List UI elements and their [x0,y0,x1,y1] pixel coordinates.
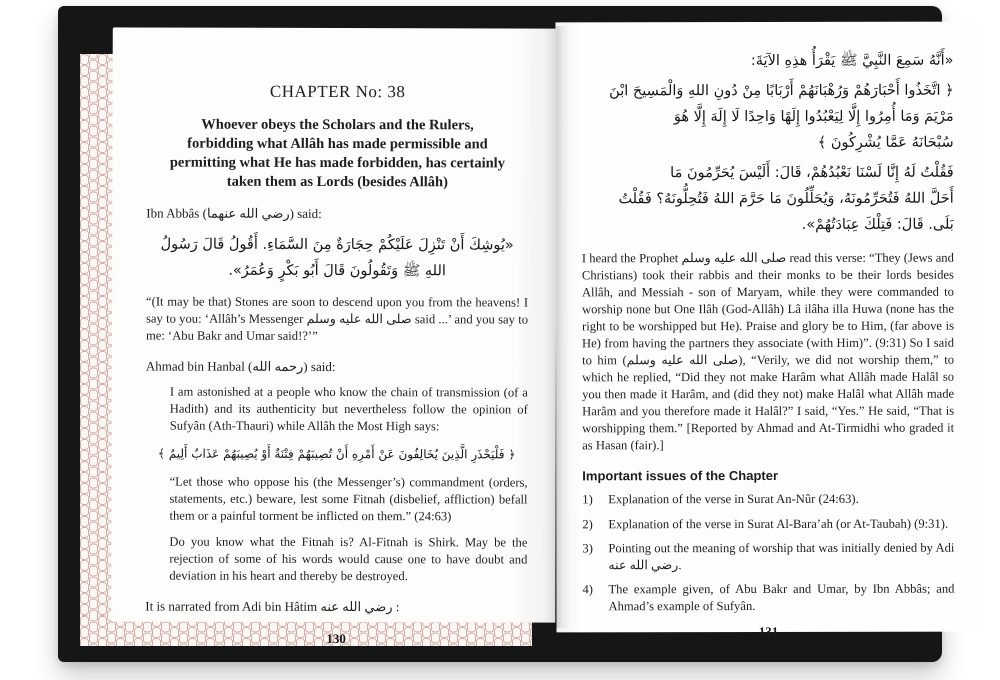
issue-text: Explanation of the verse in Surat An-Nûr (24:63). [608,491,859,507]
ahmad-bin-hanbal-attribution: Ahmad bin Hanbal (رحمه الله) said: [145,358,336,375]
ahmad-quote: I am astonished at a people who know the chain of transmission (of a Hadith) and its authenticity but nevertheless follow the opinion of Sufyân (Ath-Thauri) while Allâh the Most High says: [169,384,528,434]
chapter-title-line: permitting what He has made forbidden, has certainly [169,154,505,172]
chapter-title-line: Whoever obeys the Scholars and the Rulers, [201,116,474,134]
quran-verse-arabic-line: سُبْحَانَهُ عَمَّا يُشْرِكُونَ ﴾ [817,134,954,151]
quran-verse-arabic: ﴿ فَلْيَحْذَرِ الَّذِينَ يُخَالِفُونَ عَنْ أَمْرِهِ أَنْ تُصِيبَهُمْ فِتْنَةٌ أَوْ يُصِيبَهُمْ عَذَابٌ أَلِيمٌ ﴾ [157,446,516,462]
hadith-dialogue-arabic-line: بَلَى. قَالَ: فَتِلْكَ عِبَادَتُهُمْ». [801,216,954,233]
issue-item [582,491,954,508]
issue-number: 4) [582,582,593,597]
ibn-abbas-attribution: Ibn Abbâs (رضي الله عنهما) said: [146,205,322,221]
issue-text: The example given, of Abu Bakr and Umar, by Ibn Abbâs; and Ahmad’s example of Sufyân. [608,581,955,613]
issue-text: Pointing out the meaning of worship that was initially denied by Adi رضي الله عنه. [608,540,955,572]
chapter-title-line: taken them as Lords (besides Allâh) [226,173,448,191]
important-issues-list [582,491,954,615]
quran-verse-arabic-line: مَرْيَمَ وَمَا أُمِرُوا إِلَّا لِيَعْبُدُوا إِلَهًا وَاحِدًا لَا إِلَهَ إِلَّا هُوَ [673,108,954,126]
right-page-number: 131 [758,623,779,640]
issue-item [582,515,954,532]
issue-number: 2) [582,516,593,531]
important-issues-heading: Important issues of the Chapter [582,467,779,484]
issue-item [582,540,954,574]
quran-verse-arabic-line: ﴿ اتَّخَذُوا أَحْبَارَهُمْ وَرُهْبَانَهُمْ أَرْبَابًا مِنْ دُونِ اللهِ وَالْمَسِيحَ ابْنَ [609,82,954,100]
verse-translation: “Let those who oppose his (the Messenger’s) commandment (orders, statements, etc.) beware, lest some Fitnah (disbelief, affliction) befall them or a painful torment be inflicted on them.” (24:63) [169,474,528,524]
hadith-dialogue-arabic-line: فَقُلْتُ لَهُ إِنَّا لَسْنَا نَعْبُدُهُمْ، قَالَ: أَلَيْسَ يُحَرِّمُونَ مَا [670,164,954,182]
hadith-translation: “(It may be that) Stones are soon to descend upon you from the heavens! I say to you: ‘Allâh’s Messenger صلى الله عليه وسلم said ...’ and you say to me: ‘Abu Bakr and Umar said!?’” [145,294,529,343]
hadith-main-translation: I heard the Prophet صلى الله عليه وسلم read this verse: “They (Jews and Christians) took their rabbis and their monks to be their lords besides Allâh, and Messiah - son of Maryam, while they were commanded to worship none but One Ilâh (God-Allâh) Lâ ilâha illa Huwa (none has the right to be worshipped but He). Praise and glory be to Him, (far above is He) from having the partners they associate (with Him)”. (9:31) So I said to him (صلى الله عليه وسلم), “Verily, we did not worship them,” to which he replied, “Did they not make Harâm what Allâh made Halâl so you then made it Harâm, and (did they not) make Halâl what Allâh made Harâm and you therefore made it Halâl?” I said, “Yes.” He said, “That is worshipping them.” [Reported by Ahmad and At-Tirmidhi who graded it as Hasan (fair).] [581,250,955,453]
hadith-arabic-line: اللهِ ﷺ وَتَقُولُونَ قَالَ أَبُو بَكْرٍ وَعُمَرُ». [228,262,446,280]
book-gutter-shadow [544,26,570,628]
chapter-title-line: forbidding what Allâh has made permissible and [187,135,488,153]
issue-item [582,581,954,615]
left-page-number: 130 [326,630,346,647]
chapter-number: CHAPTER No: 38 [269,81,406,102]
issue-number: 1) [582,492,593,507]
hadith-arabic-line: «يُوشِكَ أَنْ تَنْزِلَ عَلَيْكُمْ حِجَارَةٌ مِنَ السَّمَاءِ. أَقُولُ قَالَ رَسُولُ [160,236,514,254]
adi-bin-hatim-attribution: It is narrated from Adi bin Hâtim رضي الله عنه : [145,598,400,615]
issue-number: 3) [582,541,593,556]
open-book-cover [58,6,955,662]
issue-text: Explanation of the verse in Surat Al-Bara’ah (or At-Taubah) (9:31). [608,516,949,531]
hadith-dialogue-arabic-line: أَحَلَّ اللهُ فَتُحَرِّمُونَهُ، وَيُحَلِّلُونَ مَا حَرَّمَ اللهُ فَتُحِلُّونَهُ؟ فَقُلْتُ [618,190,954,208]
quran-verse-arabic [582,78,954,157]
hadith-dialogue-arabic [582,160,954,239]
fitnah-explanation: Do you know what the Fitnah is? Al-Fitnah is Shirk. May be the rejection of some of his words would cause one to have doubt and deviation in his heart and thereby be destroyed. [169,534,528,584]
left-page [111,27,557,647]
right-page [555,22,980,640]
chapter-title [146,116,528,193]
narration-intro-arabic: «أَنَّهُ سَمِعَ النَّبِيَّ ﷺ يَقْرَأُ هذِهِ الآيَةَ: [750,52,954,70]
hadith-arabic-text [146,232,528,285]
